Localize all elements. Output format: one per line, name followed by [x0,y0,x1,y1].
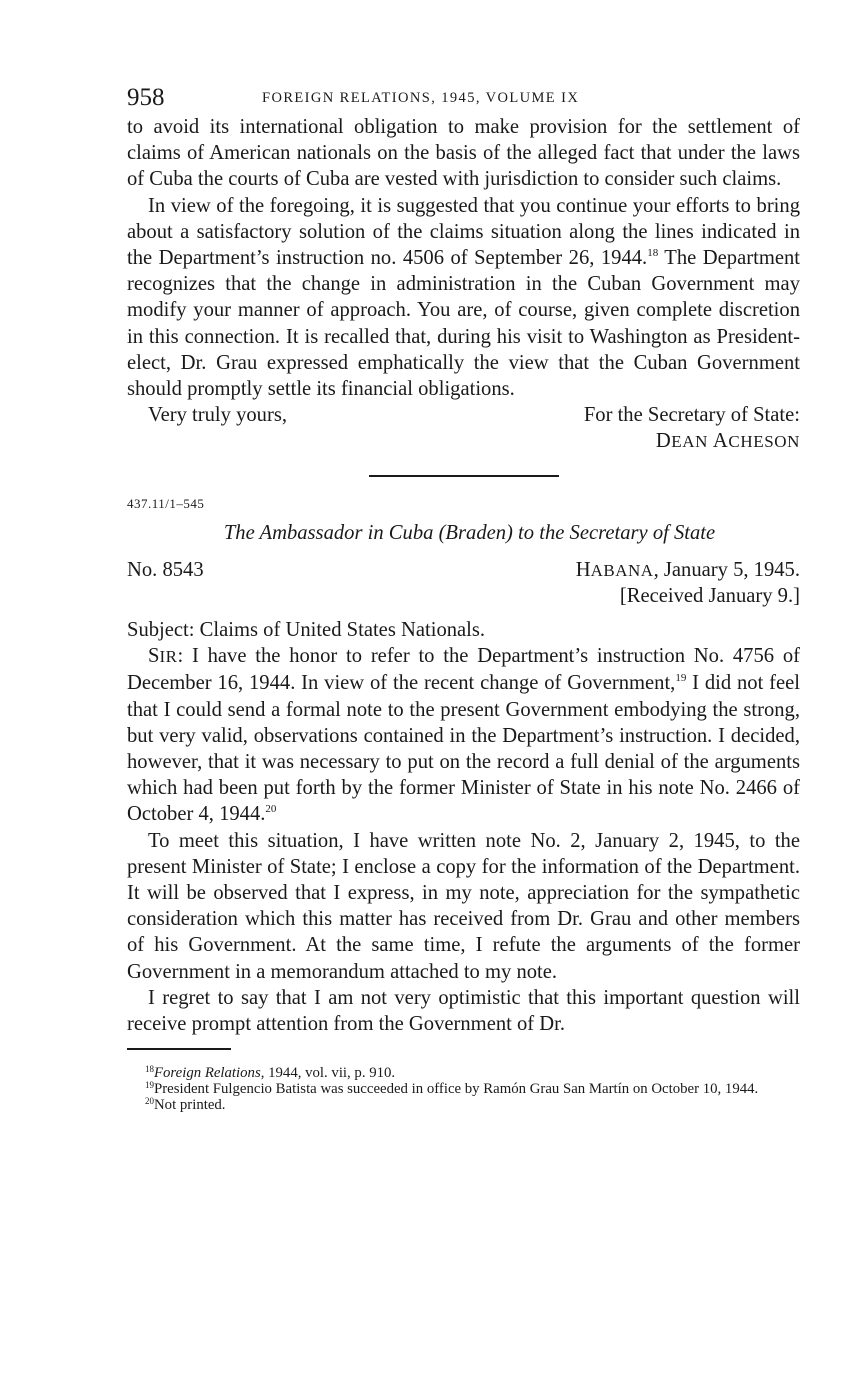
footnotes [127,1065,800,1113]
footnote-20: $^{20}$Not printed. [145,1095,226,1113]
footnote-18: $^{18}$Foreign Relations, 1944, vol. vii, p. 910. [145,1063,396,1081]
despatch-body [127,643,800,1037]
file-number: 437.11/1–545 [127,496,205,512]
document-title: The Ambassador in Cuba (Braden) to the Secretary of State [223,522,716,545]
signature-name: DEAN ACHESON [655,430,800,453]
section-divider [369,475,559,477]
signature-line: For the Secretary of State: [583,404,800,427]
despatch-paragraph-3: I regret to say that I am not very optimistic that this important question will receive prompt attention from the Government of Dr. [127,986,800,1036]
running-head [127,84,800,114]
despatch-number: No. 8543 [127,559,204,582]
running-head-title: FOREIGN RELATIONS, 1945, VOLUME IX [262,90,580,106]
continuation-paragraph: to avoid its international obligation to make provision for the settlement of claims of American nationals on the basis of the alleged fact that under the laws of Cuba the courts of Cuba are vested with jurisdiction to consider such claims. [127,116,800,191]
footnote-ref-18: 18 [647,247,659,260]
complimentary-close: Very truly yours, [148,404,287,427]
body-text [127,114,800,402]
dateline [127,557,800,583]
letter1-paragraph [127,193,800,403]
footnote-rule [127,1048,231,1050]
subject-line: Subject: Claims of United States Nationals. [127,619,486,642]
letter1-paragraph-text-b: The Department recognizes that the change in administration in the Cuban Government may modify your manner of approach. You are, of course, given complete discretion in this connection. It is recalled that, during his visit to Washington as President-elect, Dr. Grau expressed emphatically the view that the Cuban Government should promptly settle its financial obligations. [127,247,800,401]
letter1-paragraph-text-a: In view of the foregoing, it is suggested that you continue your efforts to bring about a satisfactory solution of the claims situation along the lines indicated in the Department’s instruction no. 4506 of September 26, 1944. [127,194,800,270]
footnote-ref-19: 19 [675,672,687,685]
document-page [127,84,800,1113]
footnote-19: $^{19}$President Fulgencio Batista was succeeded in office by Ramón Grau San Martín on October 10, 1944. [145,1079,759,1097]
despatch-paragraph-1: SIR: I have the honor to refer to the Department’s instruction No. 4756 of December 16, 1944. In view of the recent change of Government,$^{19}$ I did not feel that I could send a formal note to the present Government embodying the strong, but very valid, observations contained in the Department’s instruction. I decided, however, that it was necessary to put on the record a full denial of the arguments which had been put forth by the former Minister of State in his note No. 2466 of October 4, 1944.20 [127,645,800,826]
letter1-closing [127,402,800,428]
footnote-ref-20: 20 [265,803,277,816]
received-date: [Received January 9.] [619,585,800,608]
despatch-paragraph-2: To meet this situation, I have written note No. 2, January 2, 1945, to the present Minister of State; I enclose a copy for the information of the Department. It will be observed that I express, in my note, appreciation for the sympathetic consideration which this matter has received from Dr. Grau and other members of his Government. At the same time, I refute the arguments of the former Government in a memorandum attached to my note. [127,829,800,983]
page-number: 958 [127,84,165,111]
place-date: HABANA, January 5, 1945. [575,559,800,582]
